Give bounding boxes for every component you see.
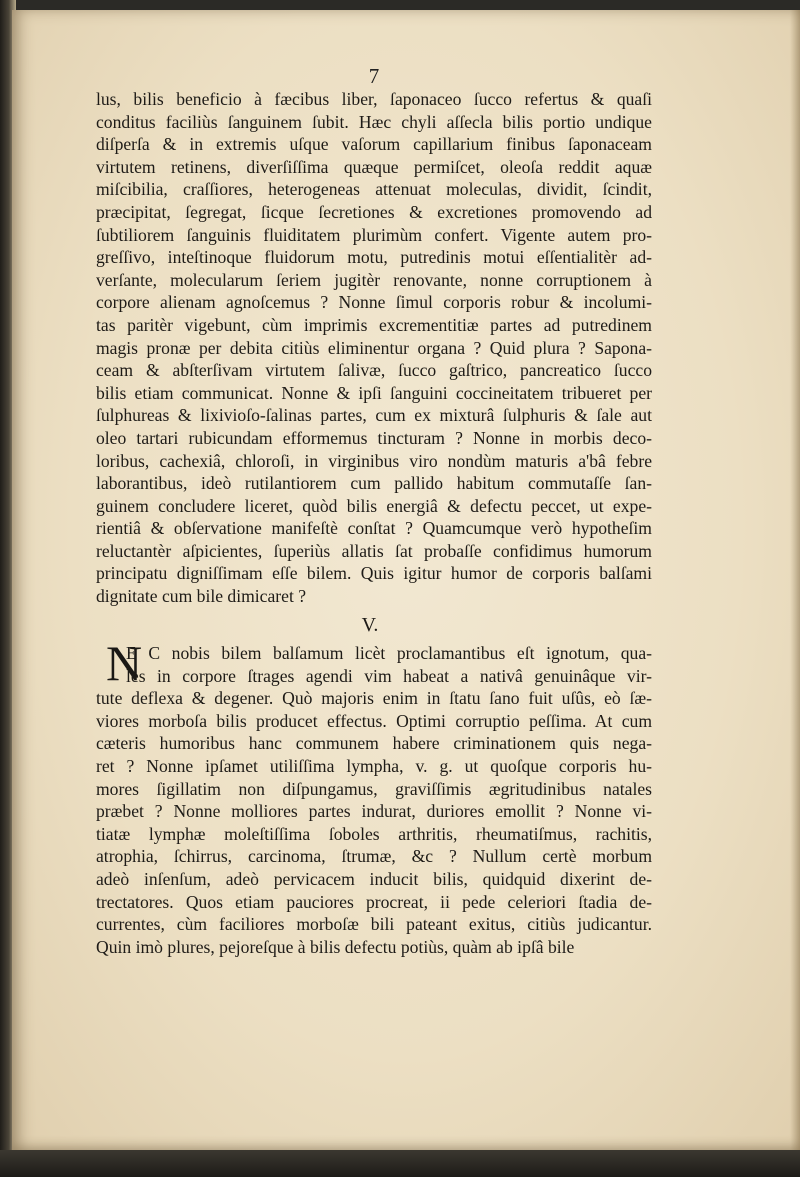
text-line: oleo tartari rubicundam efformemus tincturam ? Nonne in morbis deco- bbox=[96, 427, 652, 448]
text-line: corpore alienam agnoſcemus ? Nonne ſimul corporis robur & incolumi- bbox=[96, 292, 652, 313]
text-line: magis pronæ per debita citiùs eliminentur organa ? Quid plura ? Sapona- bbox=[96, 337, 652, 358]
text-line: diſperſa & in extremis uſque vaſorum capillarium finibus ſaponaceam bbox=[96, 134, 652, 155]
paragraph-2 bbox=[96, 635, 652, 958]
text-line: trectatores. Quos etiam pauciores procreat, ii pede celeriori ſtadia de- bbox=[96, 891, 652, 912]
text-line: tas paritèr vigebunt, cùm imprimis excrementitiæ partes ad putredinem bbox=[96, 314, 652, 335]
text-line: adeò inſenſum, adeò pervicacem inducit bilis, quidquid dixerint de- bbox=[96, 868, 652, 889]
paragraph-1 bbox=[96, 88, 652, 608]
text-line: les in corpore ſtrages agendi vim habeat a nativâ genuinâque vir- bbox=[126, 665, 652, 686]
text-line: præbet ? Nonne molliores partes indurat, duriores emollit ? Nonne vi- bbox=[96, 801, 652, 822]
text-line: atrophia, ſchirrus, carcinoma, ſtrumæ, &c ? Nullum certè morbum bbox=[96, 846, 652, 867]
drop-cap: N bbox=[106, 635, 143, 691]
text-line: reluctantèr aſpicientes, ſuperiùs allatis ſat probaſſe confidimus humorum bbox=[96, 540, 652, 561]
text-line: cæteris humoribus hanc communem habere criminationem quis nega- bbox=[96, 733, 652, 754]
text-line: guinem concludere liceret, quòd bilis energiâ & defectu peccet, ut expe- bbox=[96, 495, 652, 516]
text-line: ceam & abſterſivam virtutem ſalivæ, ſucco gaſtrico, pancreatico ſucco bbox=[96, 360, 652, 381]
text-line: miſcibilia, craſſiores, heterogeneas attenuat moleculas, dividit, ſcindit, bbox=[96, 179, 652, 200]
text-line: laborantibus, ideò rutilantiorem cum pallido habitum commutaſſe ſan- bbox=[96, 473, 652, 494]
text-line: E C nobis bilem balſamum licèt proclamantibus eſt ignotum, qua- bbox=[126, 643, 652, 663]
text-line: mores ſigillatim non diſpungamus, graviſſimis ægritudinibus natales bbox=[96, 778, 652, 799]
text-line: bilis etiam communicat. Nonne & ipſi ſanguini coccineitatem tribueret per bbox=[96, 382, 652, 403]
text-line: conditus faciliùs ſanguinem ſubit. Hæc chyli aſſecla bilis portio undique bbox=[96, 111, 652, 132]
text-line: verſante, molecularum ſeriem jugitèr renovante, nonne corruptionem à bbox=[96, 269, 652, 290]
text-line: loribus, cachexiâ, chloroſi, in virginibus viro nondùm maturis a'bâ febre bbox=[96, 450, 652, 471]
text-line: ſubtiliorem ſanguinis fluiditatem plurimùm confert. Vigente autem pro- bbox=[96, 224, 652, 245]
text-line: Quin imò plures, pejoreſque à bilis defectu potiùs, quàm ab ipſâ bile bbox=[96, 936, 575, 957]
text-line: principatu digniſſimam eſſe bilem. Quis igitur humor de corporis balſami bbox=[96, 563, 652, 584]
text-line: tute deflexa & degener. Quò majoris enim in ſtatu ſano fuit uſûs, eò ſæ- bbox=[96, 688, 652, 709]
section-heading: V. bbox=[361, 614, 379, 636]
text-line: greſſivo, inteſtinoque fluidorum motu, putredinis motui eſſentialitèr ad- bbox=[96, 247, 652, 268]
scan-bottom-edge bbox=[0, 1150, 800, 1177]
text-line: rientiâ & obſervatione manifeſtè conſtat ? Quamcumque verò hypotheſim bbox=[96, 518, 652, 539]
text-line: ret ? Nonne ipſamet utiliſſima lympha, v. g. ut quoſque corporis hu- bbox=[96, 755, 652, 776]
text-line: viores morboſa bilis producet effectus. Optimi corruptio peſſima. At cum bbox=[96, 710, 652, 731]
page-number: 7 bbox=[368, 64, 380, 88]
text-line: ſulphureas & lixivioſo-ſalinas partes, cum ex mixturâ ſulphuris & ſale aut bbox=[96, 405, 652, 426]
text-line: lus, bilis beneficio à fæcibus liber, ſaponaceo ſucco refertus & quaſi bbox=[96, 89, 652, 109]
text-line: currentes, cùm faciliores morboſæ bili pateant exitus, citiùs judicantur. bbox=[96, 914, 652, 935]
text-line: virtutem retinens, diverſiſſima quæque permiſcet, oleoſa reddit aquæ bbox=[96, 156, 652, 177]
text-line: tiatæ lymphæ moleſtiſſima ſoboles arthritis, rheumatiſmus, rachitis, bbox=[96, 823, 652, 844]
text-line: præcipitat, ſegregat, ſicque ſecretiones & excretiones promovendo ad bbox=[96, 201, 652, 222]
text-line: dignitate cum bile dimicaret ? bbox=[96, 586, 307, 607]
page-edge-shadow bbox=[790, 10, 800, 1152]
